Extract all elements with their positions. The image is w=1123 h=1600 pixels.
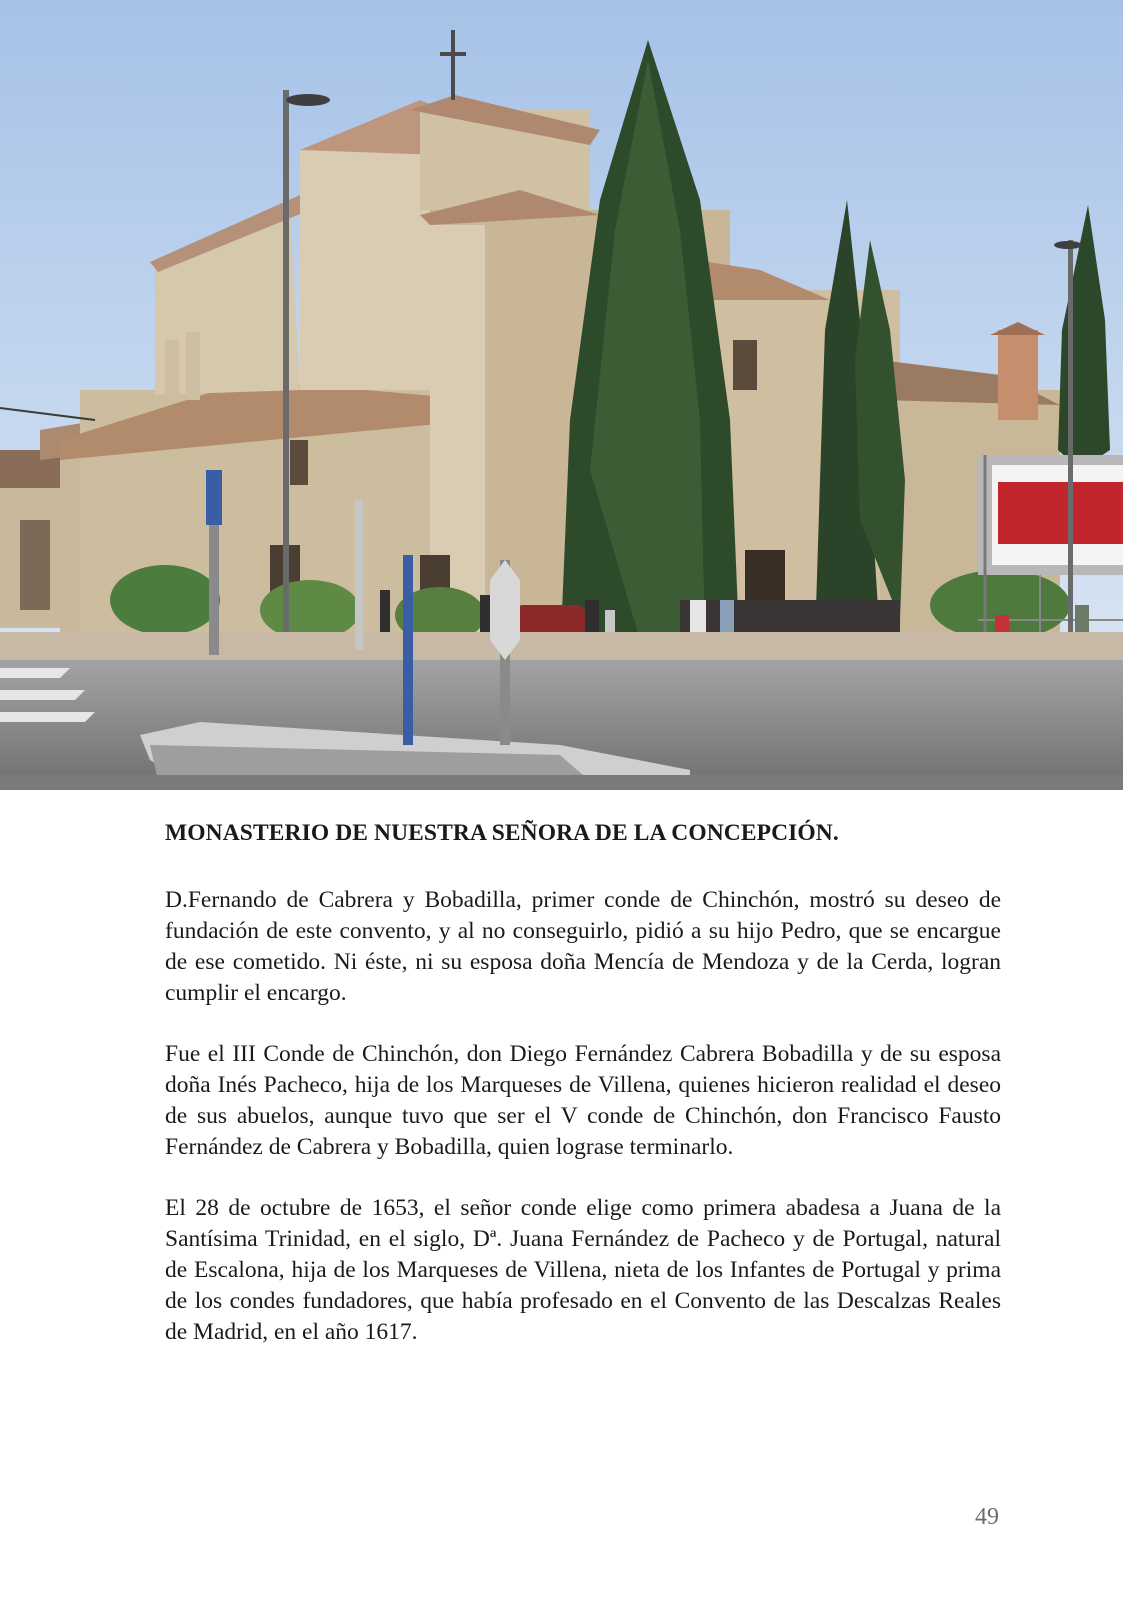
section-title: MONASTERIO DE NUESTRA SEÑORA DE LA CONCEPCIÓN. [165,820,839,846]
sidewalk [0,632,1123,662]
paragraph-3: El 28 de octubre de 1653, el señor conde elige como primera abadesa a Juana de la Santísima Trinidad, en el siglo, Dª. Juana Fernández de Pacheco y de Portugal, natural de Escalona, hija de los Marqueses de Villena, nieta de los Infantes de Portugal y prima de los condes fundadores, que había profesado en el Convento de las Descalzas Reales de Madrid, en el año 1617. [165,1195,1001,1345]
paragraph-2: Fue el III Conde de Chinchón, don Diego Fernández Cabrera Bobadilla y de su esposa doña Inés Pacheco, hija de los Marqueses de Villena, quienes hicieron realidad el deseo de sus abuelos, aunque tuvo que ser el V conde de Chinchón, don Francisco Fausto Fernández de Cabrera y Bobadilla, quien lograse terminarlo. [165,1041,1001,1160]
paragraph-1: D.Fernando de Cabrera y Bobadilla, primer conde de Chinchón, mostró su deseo de fundación de este convento, y al no conseguirlo, pidió a su hijo Pedro, que se encargue de ese cometido. Ni éste, ni su esposa doña Mencía de Mendoza y de la Cerda, logran cumplir el encargo. [165,887,1001,1006]
monastery-photo [0,0,1123,790]
page-number: 49 [975,1504,999,1530]
text-content [165,808,1001,1378]
